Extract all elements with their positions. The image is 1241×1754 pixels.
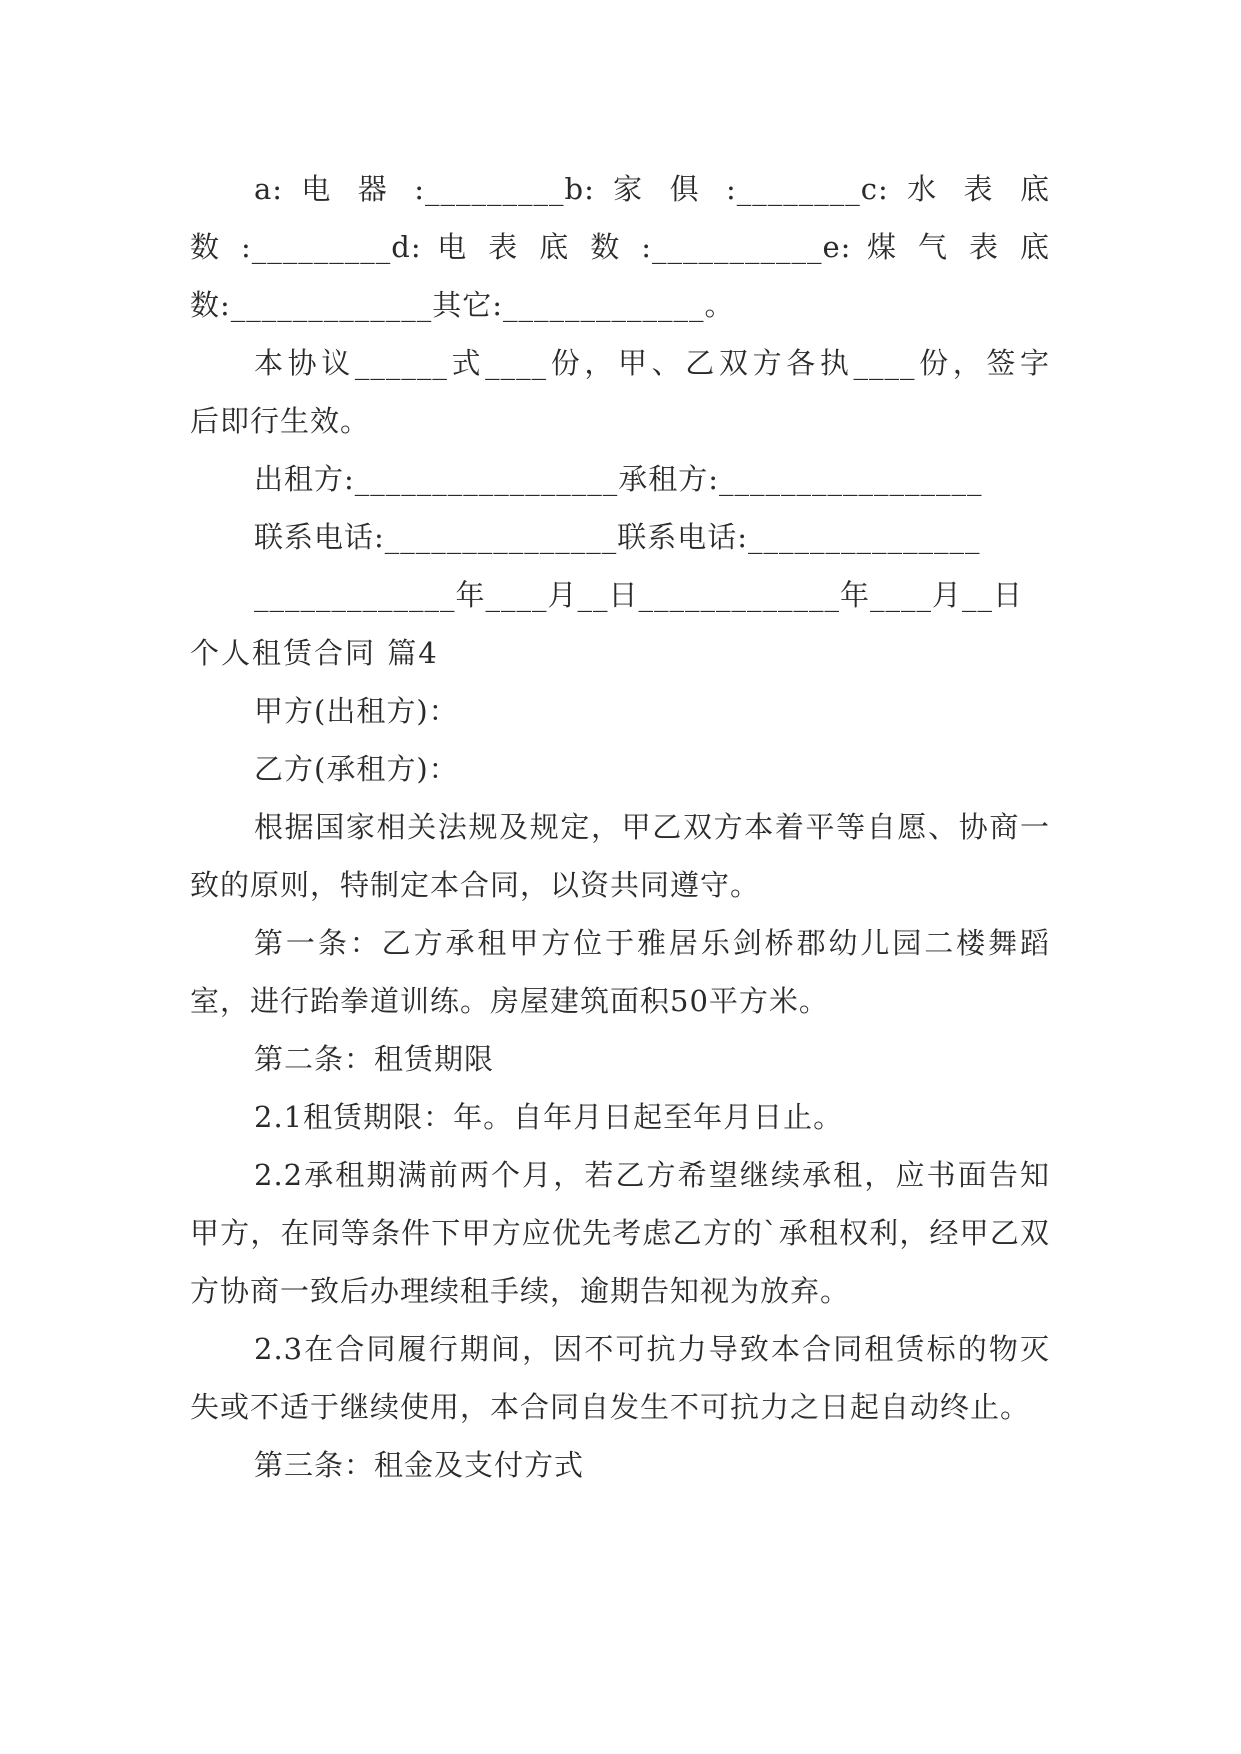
agreement-line-2: 后即行生效。	[190, 404, 371, 438]
inventory-line-3: 数:_____________其它:_____________。	[190, 288, 735, 322]
article-1-paragraph: 第一条：乙方承租甲方位于雅居乐剑桥郡幼儿园二楼舞蹈室，进行跆拳道训练。房屋建筑面积50平方米。	[190, 926, 1050, 1018]
signature-phone-line: 联系电话:_______________联系电话:_______________	[254, 520, 981, 554]
agreement-line-1: 本协议______式____份，甲、乙双方各执____份，签字	[254, 346, 1050, 380]
article-2-3-paragraph: 2.3在合同履行期间，因不可抗力导致本合同租赁标的物灭失或不适于继续使用，本合同自发生不可抗力之日起自动终止。	[190, 1332, 1050, 1424]
signature-lessor-line: 出租方:_________________承租方:_________________	[254, 462, 983, 496]
party-a-line: 甲方(出租方)：	[254, 694, 459, 728]
intro-paragraph: 根据国家相关法规及规定，甲乙双方本着平等自愿、协商一致的原则，特制定本合同，以资共同遵守。	[190, 810, 1050, 902]
article-2-1-paragraph: 2.1租赁期限：年。自年月日起至年月日止。	[254, 1100, 844, 1134]
article-2-2-paragraph: 2.2承租期满前两个月，若乙方希望继续承租，应书面告知甲方，在同等条件下甲方应优先考虑乙方的`承租权利，经甲乙双方协商一致后办理续租手续，逾期告知视为放弃。	[190, 1158, 1050, 1308]
inventory-line-1: a: 电 器 :_________b: 家 俱 :________c: 水 表 底	[254, 172, 1050, 206]
document-page	[190, 160, 1050, 1494]
signature-date-line: _____________年____月__日_____________年____月__日	[254, 578, 1024, 612]
contract-heading: 个人租赁合同 篇4	[190, 636, 439, 670]
inventory-line-2: 数 :_________d: 电 表 底 数 :___________e: 煤 气 表 底	[190, 230, 1050, 264]
party-b-line: 乙方(承租方)：	[254, 752, 459, 786]
article-2-title: 第二条：租赁期限	[254, 1042, 495, 1076]
article-3-title: 第三条：租金及支付方式	[254, 1448, 585, 1482]
